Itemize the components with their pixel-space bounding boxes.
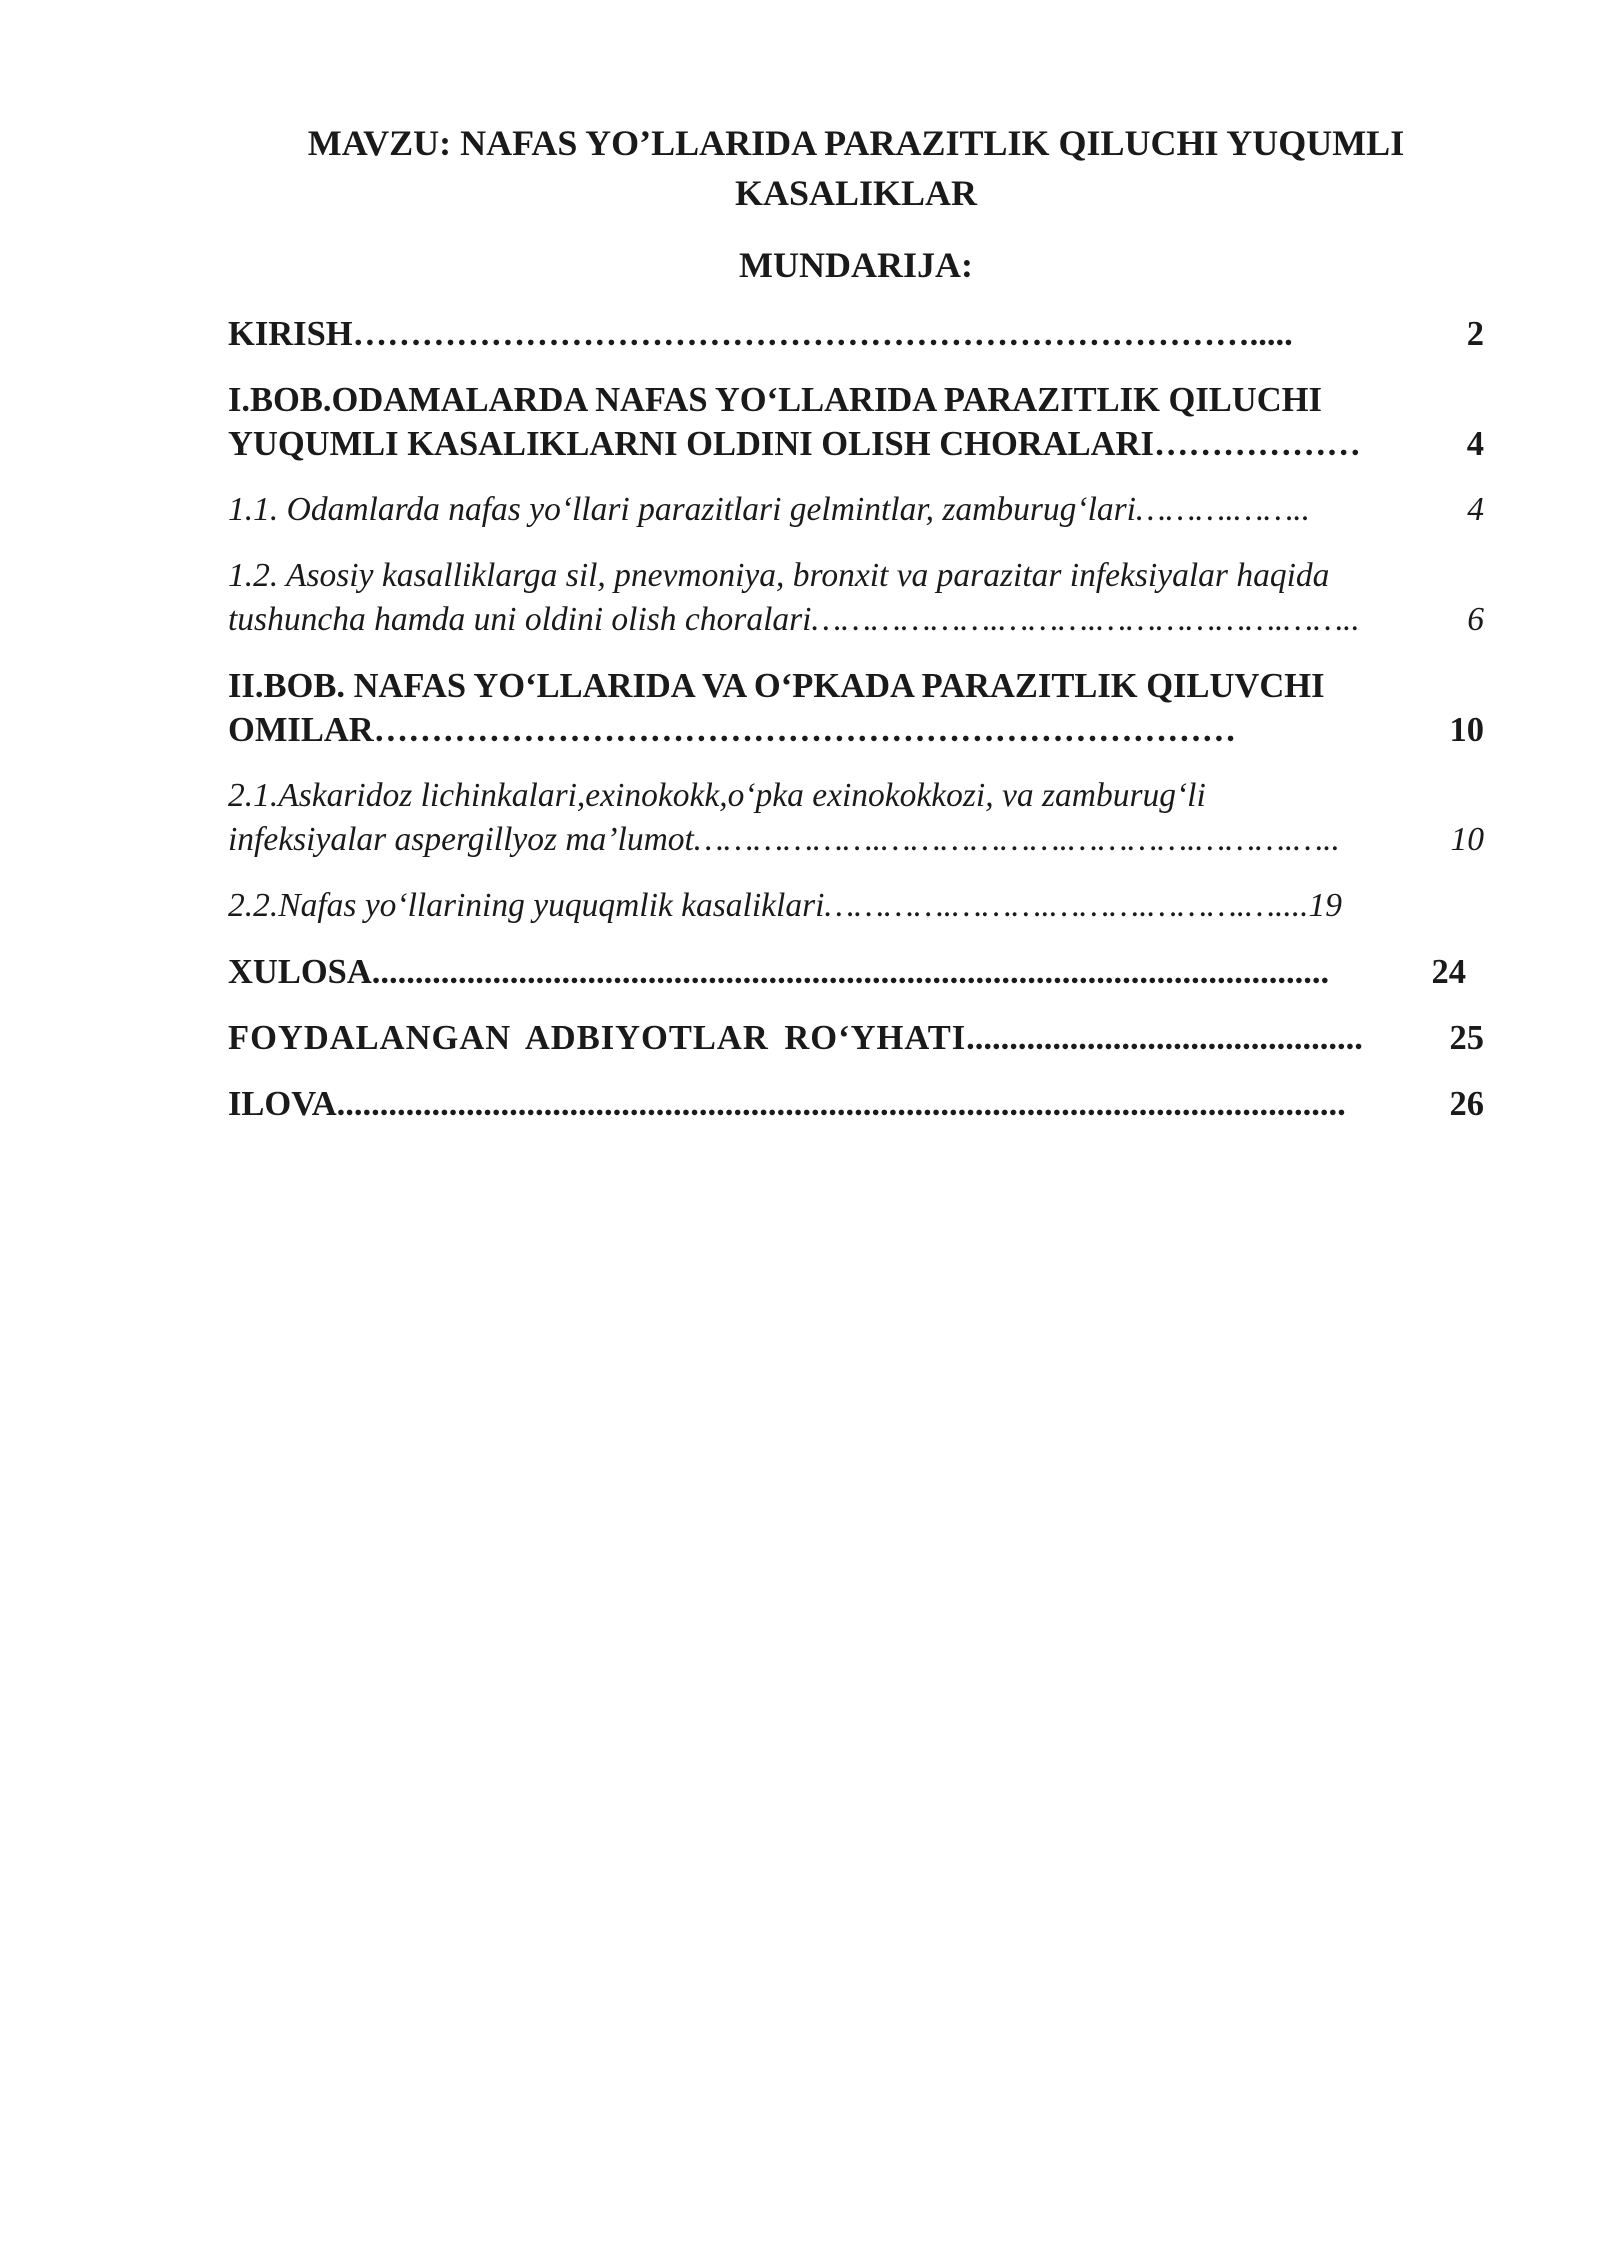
toc-entry-title-line-2: tushuncha hamda uni oldini olish choralari (228, 601, 812, 638)
toc-page-number: 10 (1450, 821, 1484, 858)
toc-entry-title: 2.2.Nafas yo‘llarining yuquqmlik kasaliklari (228, 887, 825, 924)
toc-entry-title: 1.1. Odamlarda nafas yo‘llari parazitlari gelmintlar, zamburug‘lari (228, 491, 1136, 528)
toc-leader: ………….……….……….……….….... (824, 887, 1309, 924)
toc-leader: ……………… (1153, 425, 1361, 463)
toc-entry-title-line-1: I.BOB.ODAMALARDA NAFAS YO‘LLARIDA PARAZITLIK QILUCHI (228, 381, 1322, 419)
toc-entry-chapter-2[interactable] (228, 664, 1484, 752)
toc-page-number: 4 (1467, 491, 1484, 528)
toc-entry-section-2-1[interactable] (228, 774, 1484, 862)
toc-leader: ………………………………………………………………… (373, 711, 1237, 749)
toc-entry-title-line-2: OMILAR (228, 711, 374, 749)
toc-page-number: 19 (1308, 887, 1342, 924)
toc-entry-title-line-1: 1.2. Asosiy kasalliklarga sil, pnevmoniya, bronxit va parazitar infeksiyalar haqida (228, 557, 1330, 594)
toc-entry-title: FOYDALANGAN ADBIYOTLAR RO‘YHATI (228, 1019, 967, 1057)
toc-entry-section-2-2[interactable] (228, 884, 1484, 928)
toc-entry-title-line-1: II.BOB. NAFAS YO‘LLARIDA VA O‘PKADA PARAZITLIK QILUVCHI (228, 667, 1325, 705)
toc-leader: ……….…….. (1135, 491, 1311, 528)
toc-leader: ..................................................................................................................... (336, 1085, 1346, 1123)
toc-entry-title: KIRISH (228, 315, 353, 353)
toc-page-number: 10 (1449, 711, 1484, 749)
toc-entry-section-1-2[interactable] (228, 554, 1484, 642)
toc-page-number: 4 (1466, 425, 1484, 463)
toc-page-number: 24 (1431, 953, 1466, 991)
toc-entry-title-line-2: YUQUMLI KASALIKLARNI OLDINI OLISH CHORALARI (228, 425, 1154, 463)
toc-leader: ……………….……………….………….……….….. (693, 821, 1340, 858)
toc-entry-xulosa[interactable] (228, 950, 1466, 994)
toc-heading: MUNDARIJA: (739, 245, 973, 285)
toc-leader: ……………….……….……………….…….. (811, 601, 1360, 638)
toc-entry-title: XULOSA (228, 953, 372, 991)
toc-entry-kirish[interactable] (228, 312, 1484, 356)
toc-entry-title: ILOVA (228, 1085, 337, 1123)
document-topic: MAVZU: NAFAS YO’LLARIDA PARAZITLIK QILUCHI YUQUMLI KASALIKLAR (307, 123, 1405, 213)
document-page (228, 118, 1484, 1148)
table-of-contents (228, 312, 1484, 1126)
toc-leader: .............................................. (966, 1019, 1363, 1057)
toc-entry-section-1-1[interactable] (228, 488, 1484, 532)
toc-entry-title-line-2: infeksiyalar aspergillyoz ma’lumot (228, 821, 694, 858)
toc-page-number: 26 (1449, 1085, 1484, 1123)
toc-page-number: 25 (1449, 1019, 1484, 1057)
toc-entry-title-line-1: 2.1.Askaridoz lichinkalari,exinokokk,o‘pka exinokokkozi, va zamburug‘li (228, 777, 1206, 814)
toc-entry-chapter-1[interactable] (228, 378, 1484, 466)
toc-page-number: 2 (1466, 315, 1484, 353)
toc-page-number: 6 (1467, 601, 1484, 638)
toc-leader: ……………………………………………………………………..... (352, 315, 1293, 353)
toc-entry-ilova[interactable] (228, 1082, 1484, 1126)
toc-entry-references[interactable] (228, 1016, 1484, 1060)
toc-leader: ............................................................................................................... (371, 953, 1330, 991)
